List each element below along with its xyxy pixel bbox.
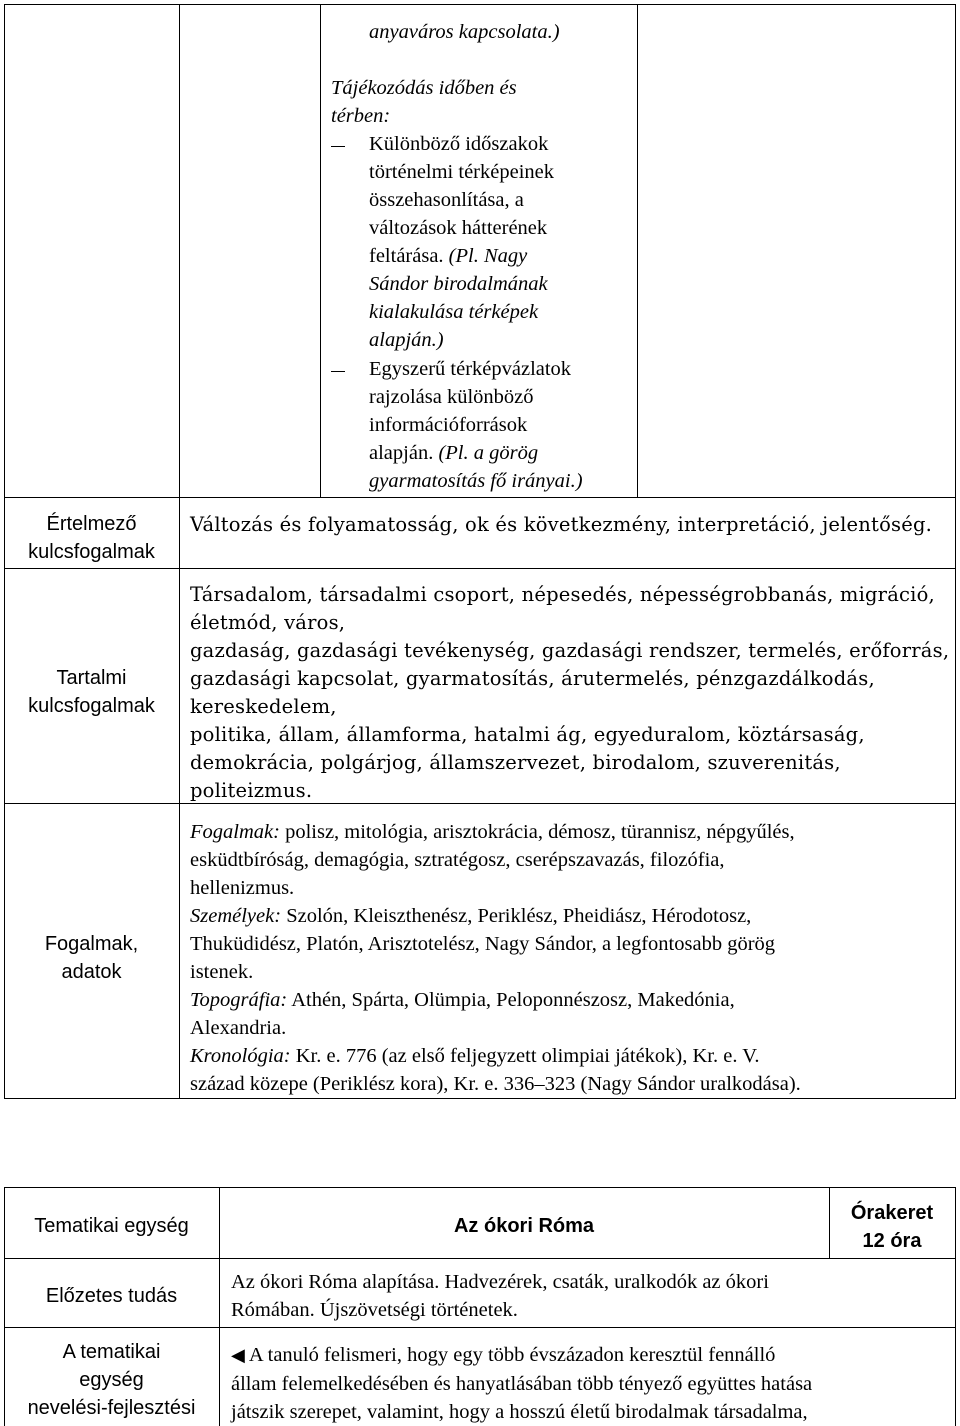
- top-line-text: anyaváros kapcsolata.): [369, 21, 560, 43]
- ertelmezo-content: Változás és folyamatosság, ok és következmény, interpretáció, jelentőség.: [190, 513, 933, 536]
- fogalmak-label: Fogalmak, adatok: [44, 933, 139, 983]
- kronologia-inline-label: Kronológia:: [190, 1045, 291, 1067]
- dash-bullet-icon: [331, 146, 345, 147]
- content-line: politeizmus.: [190, 779, 313, 802]
- fogalmak-line: esküdtbíróság, demagógia, sztratégosz, cserépszavazás, filozófia,: [190, 849, 725, 871]
- label-column-divider: [179, 4, 180, 1099]
- orakeret-label: Órakeret: [850, 1202, 934, 1224]
- bullet-line: rajzolása különböző: [369, 386, 534, 408]
- bullet-line: Egyszerű térképvázlatok: [369, 358, 572, 380]
- orientation-heading: [331, 74, 631, 130]
- content-line: életmód, város,: [190, 611, 346, 634]
- fogalmak-content: [190, 818, 952, 1098]
- ertelmezo-label: Értelmező kulcsfogalmak: [28, 513, 155, 563]
- content-line: demokrácia, polgárjog, államszervezet, birodalom, szuverenitás,: [190, 751, 841, 774]
- lower-table-top-border: [4, 1187, 956, 1188]
- bullet-line: összehasonlítása, a: [369, 189, 524, 211]
- elozetes-tudas-label: Előzetes tudás: [45, 1285, 178, 1307]
- orientation-heading-line: térben:: [331, 105, 391, 127]
- bullet-line: változások hátterének: [369, 217, 548, 239]
- tartalmi-content: [190, 581, 950, 805]
- lower-table-right-border: [955, 1187, 956, 1426]
- fogalmak-line: Fogalmak: polisz, mitológia, arisztokrácia, démosz, türannisz, népgyűlés,: [190, 821, 795, 843]
- bullet-line: történelmi térképeinek: [369, 161, 554, 183]
- content-line: Társadalom, társadalmi csoport, népesedés, népességrobbanás, migráció,: [190, 583, 935, 606]
- nevelesi-line: ◀ A tanuló felismeri, hogy egy több évszázadon keresztül fennálló: [231, 1344, 776, 1366]
- bullet-line: alapján. (Pl. a görög: [369, 442, 539, 464]
- dash-bullet-icon: [331, 371, 345, 372]
- content-line: politika, állam, államforma, hatalmi ág, egyeduralom, köztársaság,: [190, 723, 865, 746]
- row-divider-ertelmezo: [4, 497, 956, 498]
- topografia-line: Topográfia: Athén, Spárta, Olümpia, Peloponnészosz, Makedónia,: [190, 989, 735, 1011]
- fogalmak-line: hellenizmus.: [190, 877, 295, 899]
- nevelesi-line: állam felemelkedésében és hanyatlásában több tényező együttes hatása: [231, 1373, 813, 1395]
- fogalmak-inline-label: Fogalmak:: [190, 821, 280, 843]
- bullet-item-sketches: [369, 355, 634, 495]
- bullet-line: alapján.): [369, 329, 444, 351]
- triangle-left-icon: ◀: [231, 1345, 245, 1366]
- bullet-line: feltárása. (Pl. Nagy: [369, 245, 528, 267]
- topografia-line: Alexandria.: [190, 1017, 287, 1039]
- szemelyek-line: istenek.: [190, 961, 254, 983]
- content-line: gazdaság, gazdasági tevékenység, gazdasági rendszer, termelés, erőforrás,: [190, 639, 950, 662]
- orientation-heading-line: Tájékozódás időben és: [331, 77, 517, 99]
- bullet-line: gyarmatosítás fő irányai.): [369, 470, 583, 492]
- bullet-line: információforrások: [369, 414, 528, 436]
- row-divider-tartalmi: [4, 568, 956, 569]
- szemelyek-line: Thuküdidész, Platón, Arisztotelész, Nagy Sándor, a legfontosabb görög: [190, 933, 776, 955]
- nevelesi-fejlesztesi-label: A tematikai egység nevelési-fejlesztési: [27, 1341, 196, 1419]
- szemelyek-inline-label: Személyek:: [190, 905, 282, 927]
- kronologia-line: század közepe (Periklész kora), Kr. e. 336–323 (Nagy Sándor uralkodása).: [190, 1073, 801, 1095]
- table-top-border: [4, 4, 956, 5]
- content-line: gazdasági kapcsolat, gyarmatosítás, árutermelés, pénzgazdálkodás,: [190, 667, 875, 690]
- table-right-border: [955, 4, 956, 1099]
- bullet-line: kialakulása térképek: [369, 301, 539, 323]
- orakeret-block: [829, 1199, 955, 1255]
- content-line: kereskedelem,: [190, 695, 337, 718]
- elozetes-tudas-content: Az ókori Róma alapítása. Hadvezérek, csaták, uralkodók az ókori Rómában. Újszövetségi történetek.: [231, 1271, 769, 1321]
- nevelesi-fejlesztesi-content: [231, 1341, 951, 1426]
- orakeret-value: 12 óra: [862, 1230, 922, 1252]
- bullet-item-maps: [369, 130, 634, 354]
- table-bottom-border: [4, 1098, 956, 1099]
- inner-column-divider-left: [320, 4, 321, 497]
- lower-row-divider-1: [4, 1258, 956, 1259]
- tematikai-egyseg-label: Tematikai egység: [34, 1215, 189, 1237]
- kronologia-line: Kronológia: Kr. e. 776 (az első feljegyzett olimpiai játékok), Kr. e. V.: [190, 1045, 760, 1067]
- unit-title: Az ókori Róma: [453, 1215, 595, 1237]
- lower-row-divider-2: [4, 1327, 956, 1328]
- nevelesi-line: játszik szerepet, valamint, hogy a hosszú életű birodalmak társadalma,: [231, 1401, 808, 1423]
- tartalmi-label: Tartalmi kulcsfogalmak: [28, 667, 155, 717]
- topografia-inline-label: Topográfia:: [190, 989, 288, 1011]
- inner-column-divider-right: [637, 4, 638, 497]
- bullet-line: Különböző időszakok: [369, 133, 549, 155]
- bullet-line: Sándor birodalmának: [369, 273, 548, 295]
- szemelyek-line: Személyek: Szolón, Kleiszthenész, Periklész, Pheidiász, Hérodotosz,: [190, 905, 752, 927]
